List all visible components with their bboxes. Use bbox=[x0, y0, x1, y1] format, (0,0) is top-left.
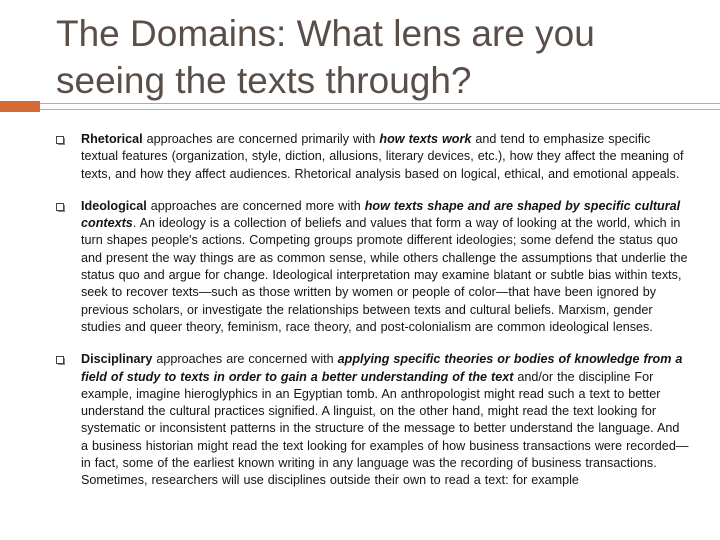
bullet-text: . An ideology is a collection of beliefs and values that form a way of looking at the world, which in turn shapes people's actions. Competing groups promote different ideologies; some defend the status quo and present the way things are as common sense, while others challenge the assumptions that underlie the status quo and argue for change. Ideological interpretation may examine blatant or subtle bias within texts, seek to recover texts—such as those written by women or people of color—that have been ignored by previous scholars, or investigate the relationships between texts and cultural beliefs. Marxism, gender studies and queer theory, feminism, race theory, and post-colonialism are common ideological lenses. bbox=[81, 216, 688, 334]
bullet-rhetorical bbox=[56, 131, 690, 183]
bullet-disciplinary bbox=[56, 351, 690, 489]
term-disciplinary: Disciplinary bbox=[81, 352, 153, 367]
bullet-ideological bbox=[56, 198, 690, 336]
bullet-list bbox=[56, 131, 690, 505]
bullet-text: and/or the discipline For example, imagine hieroglyphics in an Egyptian tomb. An anthropologist might read such a text to better understand the cultural practices signified. A linguist, on the other hand, might read the text looking for systematic or inconsistent patterns in the structure of the message to better understand the language. And a business historian might read the text looking for examples of how business transactions were recorded—in fact, some of the earliest known writing in any language was the recording of business transactions. Sometimes, researchers will use disciplines outside their own to read a text: for example bbox=[81, 369, 689, 488]
slide-title: The Domains: What lens are you seeing the texts through? bbox=[56, 13, 595, 101]
title-divider bbox=[40, 103, 720, 104]
bullet-text: approaches are concerned more with bbox=[146, 198, 365, 213]
title-accent-bar bbox=[0, 101, 40, 112]
bullet-emphasis: how texts shape and are shaped by specific cultural contexts bbox=[81, 198, 681, 231]
term-ideological: Ideological bbox=[81, 198, 147, 213]
term-rhetorical: Rhetorical bbox=[81, 132, 143, 146]
hollow-square-bullet-icon bbox=[56, 203, 64, 211]
bullet-text: approaches are concerned primarily with bbox=[142, 132, 380, 146]
hollow-square-bullet-icon bbox=[56, 136, 64, 144]
bullet-emphasis: how texts work bbox=[379, 132, 472, 146]
title-divider-lower bbox=[40, 109, 720, 110]
bullet-text: approaches are concerned with bbox=[152, 352, 338, 367]
bullet-text: and tend to emphasize specific textual features (organization, style, diction, allusions, literary devices, etc.), how they affect the meaning of texts, and how they affect audiences. Rhetorical analysis based on logical, ethical, and emotional appeals. bbox=[81, 132, 684, 181]
hollow-square-bullet-icon bbox=[56, 356, 64, 364]
bullet-emphasis: applying specific theories or bodies of knowledge from a field of study to texts in order to gain a better understanding of the text bbox=[81, 352, 683, 384]
